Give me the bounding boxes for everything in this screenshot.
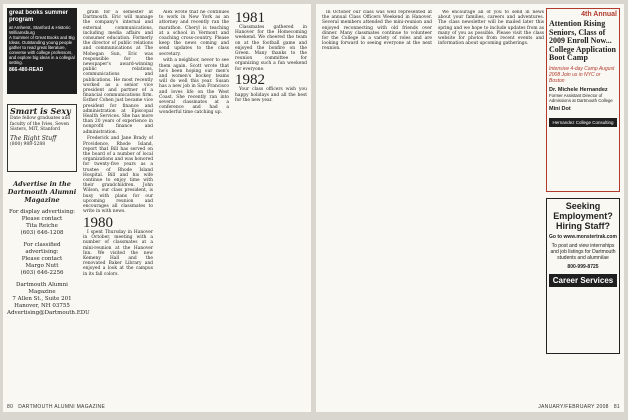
col4-text: Alex wrote that he continues to work in New York as an attorney and recently ran the marathon. Cheryl is teaching at a school in Vermont and coaching cross-country. Please keep the news coming and send updates to the class secretary. <box>159 10 229 57</box>
advertise-title: Advertise in the Dartmouth Alumni Magazine <box>7 180 77 204</box>
right-ad-sidebar <box>546 8 620 354</box>
left-column-1 <box>83 10 153 405</box>
great-books-subtitle: at Amherst, Stanford & Historic Williamsburg <box>9 25 71 35</box>
smart-ad-body: Date fellow graduates and faculty of the Ivies, Seven Sisters, MIT, Stanford <box>10 116 71 132</box>
jobs-headline: Seeking Employment? Hiring Staff? <box>553 201 613 231</box>
contact-phone-2: (603) 646-2256 <box>20 270 64 276</box>
right-footer-title: JANUARY/FEBRUARY 2008 <box>538 404 609 410</box>
right-column-1 <box>322 10 432 405</box>
smart-ad-brand: The Right Stuff <box>10 134 57 142</box>
left-ad-sidebar <box>7 8 90 317</box>
org-name: Dartmouth Alumni Magazine <box>16 282 68 295</box>
great-books-title: great books summer program <box>9 10 69 23</box>
col6-text: Classmates gathered in Hanover for the Homecoming weekend. We cheered the team on at the football game and enjoyed the bonfire on the Green. Many thanks to the reunion committee for organizing such a fun weekend for everyone. <box>235 25 307 72</box>
right-folio: 81 <box>613 404 620 410</box>
contact-name-2: Margo Nutt <box>25 263 59 269</box>
college-bootcamp-ad[interactable] <box>546 8 620 192</box>
class-year-1981: 1981 <box>235 10 265 26</box>
great-books-phone: 866-480-READ <box>9 67 44 73</box>
advertise-info <box>7 180 90 317</box>
left-column-2 <box>159 10 229 405</box>
jobs-url[interactable]: Go to www.monstertrak.com <box>549 234 617 240</box>
right-column-2 <box>438 10 544 405</box>
left-folio: 80 <box>7 404 14 410</box>
great-books-body: A Summer of Great Books and Big Ideas. Outstanding young people gather to read great literature, converse with college professors, and explore big ideas in a collegial setting. <box>9 35 75 65</box>
smart-is-sexy-ad[interactable] <box>7 104 77 172</box>
contact-label: Please contact <box>21 216 63 222</box>
contact-name-1: Tita Reiche <box>26 223 58 229</box>
smart-ad-title: Smart is Sexy <box>10 106 71 116</box>
bootcamp-kicker: 4th Annual <box>581 11 617 18</box>
left-page <box>3 4 311 412</box>
col5-text: with a neighbor, never to see them again. Scott wrote that he's been hoping our men's and women's hockey teams will do well this year. Susan has a new job in San Francisco and loves life on the West Coast. She recently ran into several classmates at a conference and had a wonderful time catching up. <box>159 58 229 116</box>
classified-label: For classified advertising: <box>23 242 61 255</box>
contact-label-2: Please contact <box>21 256 63 262</box>
left-column-3 <box>235 10 307 405</box>
bootcamp-tagline: Intensive 4-day Camp August 2008 Join us in NYC or Boston <box>549 65 615 84</box>
col7-text: Your class officers wish you happy holidays and all the best for the new year. <box>235 87 307 103</box>
class-year-1982: 1982 <box>235 72 265 89</box>
colA-text: In October our class was well represented at the annual Class Officers Weekend in Hanover. Several members attended the mini-reunion and enjoyed reconnecting with old friends over dinner. Many classmates continue to volunteer for the College in a variety of roles and are looking forward to seeing everyone at the next reunion. <box>322 10 432 52</box>
left-footer-title: DARTMOUTH ALUMNI MAGAZINE <box>18 404 106 410</box>
jobs-phone: 800-999-8725 <box>567 264 599 270</box>
right-page <box>316 4 624 412</box>
monstertrak-ad[interactable] <box>546 198 620 354</box>
hernandez-label: Hernandez College Consulting <box>549 118 617 127</box>
class-year-1980: 1980 <box>83 214 113 231</box>
org-address: 7 Allen St., Suite 201 <box>12 296 72 302</box>
smart-ad-phone: (800) 988-5288 <box>10 141 46 147</box>
display-label: For display advertising: <box>9 209 75 215</box>
bootcamp-name: Dr. Michele Hernandez <box>549 86 608 93</box>
contact-phone-1: (603) 646-1208 <box>20 230 64 236</box>
bootcamp-detail: Former Assistant Director of Admissions at Dartmouth College <box>549 92 613 103</box>
jobs-body: To post and view internships and job listings for Dartmouth students and alumni/ae <box>550 243 616 261</box>
bootcamp-book: Mini Dot <box>549 105 571 112</box>
left-footer <box>7 404 105 410</box>
col3-text: I spent Thursday in Hanover in October, meeting with a number of classmates at a mini-reunion at the Hanover Inn. We visited the new Kemeny Hall and the renovated Baker Library and enjoyed a look at the campus in its fall colors. <box>83 229 153 277</box>
right-footer <box>538 404 620 410</box>
career-services-banner: Career Services <box>549 274 617 287</box>
org-city: Hanover, NH 03755 <box>14 303 70 309</box>
col1-text: gram for a semester at Dartmouth. Eric will manage the company's internal and external communications, including media affairs and consumer education. Formerly the director of public relations and communications at The Mohegan Sun, Eric was responsible for the newspaper's award-winning public relations, communications and publications. He most recently worked as a senior vice president and partner of a financial communications firm. Esther Cohen just became vice president for finance and administration at Episcopal Health Services. She has more than 20 years of experience in nonprofit finance and administration. <box>83 10 153 135</box>
great-books-ad[interactable] <box>7 8 77 94</box>
col2-text: Frederick and Jane Brady of Providence, Rhode Island, report that Bill has served on the board of a number of local organizations and was honored for twenty-five years as a trustee of Rhode Island Hospital. Bill and his wife continue to enjoy time with their grandchildren. John Wilson, our class president, is busy with plans for our upcoming reunion and encourages all classmates to write in with news. <box>83 136 153 215</box>
colB-text: We encourage all of you to send in news about your families, careers and adventures. The class newsletter will be mailed later this spring and we hope to include updates from as many of you as possible. Please visit the class website for photos from recent events and information about upcoming gatherings. <box>438 10 544 47</box>
bootcamp-headline: Attention Rising Seniors, Class of 2009 Enroll Now... College Application Boot Camp <box>549 19 616 62</box>
advertising-email[interactable]: Advertising@Dartmouth.EDU <box>7 310 90 316</box>
